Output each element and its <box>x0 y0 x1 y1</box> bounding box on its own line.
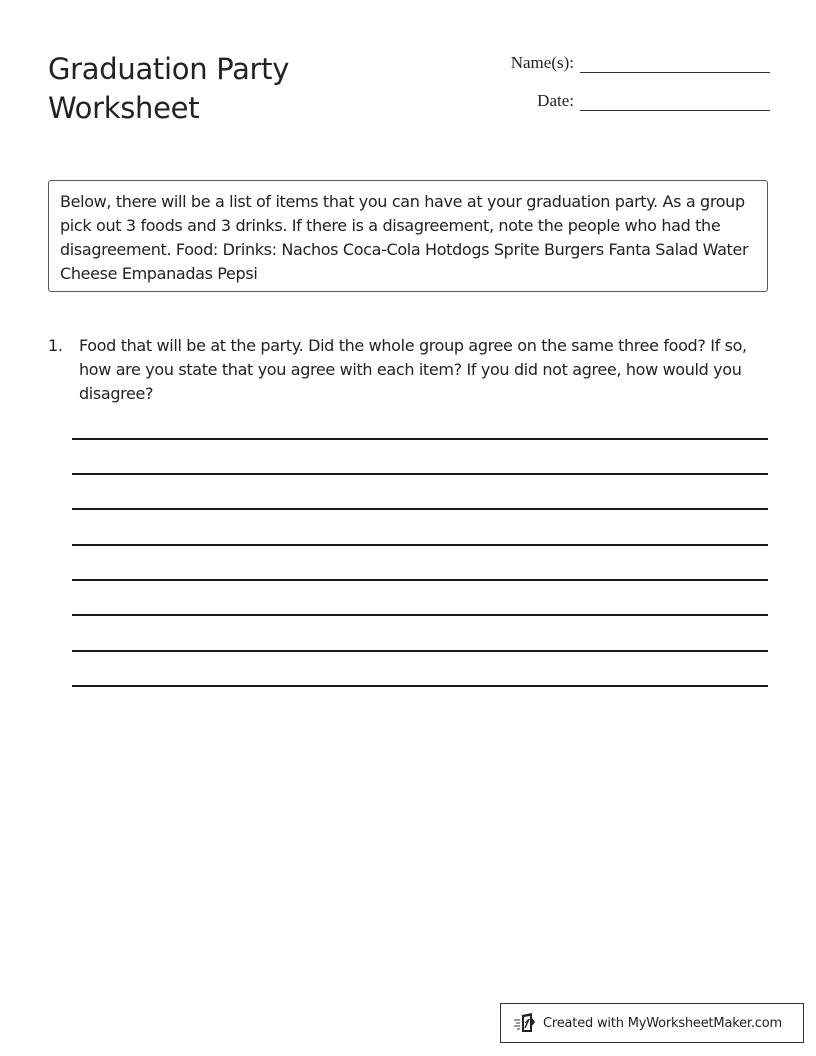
answer-line[interactable] <box>72 438 768 440</box>
page-title-line-1: Graduation Party <box>48 52 290 86</box>
page-title-line-2: Worksheet <box>48 91 200 125</box>
name-field[interactable] <box>511 52 770 74</box>
footer-text: Created with MyWorksheetMaker.com <box>543 1015 782 1031</box>
answer-line[interactable] <box>72 650 768 652</box>
date-blank-line[interactable] <box>580 110 770 111</box>
question-text: Food that will be at the party. Did the whole group agree on the same three food? If so, how are you state that you agree with each item? If you did not agree, how would you disagree? <box>79 336 747 403</box>
question-1 <box>48 334 770 406</box>
footer-badge[interactable] <box>500 1003 804 1043</box>
worksheet-logo-icon <box>513 1012 537 1034</box>
answer-line[interactable] <box>72 579 768 581</box>
answer-line[interactable] <box>72 685 768 687</box>
answer-line[interactable] <box>72 473 768 475</box>
question-number: 1. <box>48 336 63 355</box>
answer-line[interactable] <box>72 508 768 510</box>
page-title <box>48 50 408 128</box>
date-label: Date: <box>537 91 574 110</box>
instructions-box: Below, there will be a list of items that you can have at your graduation party. As a group pick out 3 foods and 3 drinks. If there is a disagreement, note the people who had the disagreement. Food: Drinks: Nachos Coca-Cola Hotdogs Sprite Burgers Fanta Salad Water Cheese Empanadas Pepsi <box>48 180 768 292</box>
name-label: Name(s): <box>510 53 574 72</box>
name-blank-line[interactable] <box>580 72 770 73</box>
answer-line[interactable] <box>72 614 768 616</box>
answer-line[interactable] <box>72 544 768 546</box>
date-field[interactable] <box>537 90 770 112</box>
